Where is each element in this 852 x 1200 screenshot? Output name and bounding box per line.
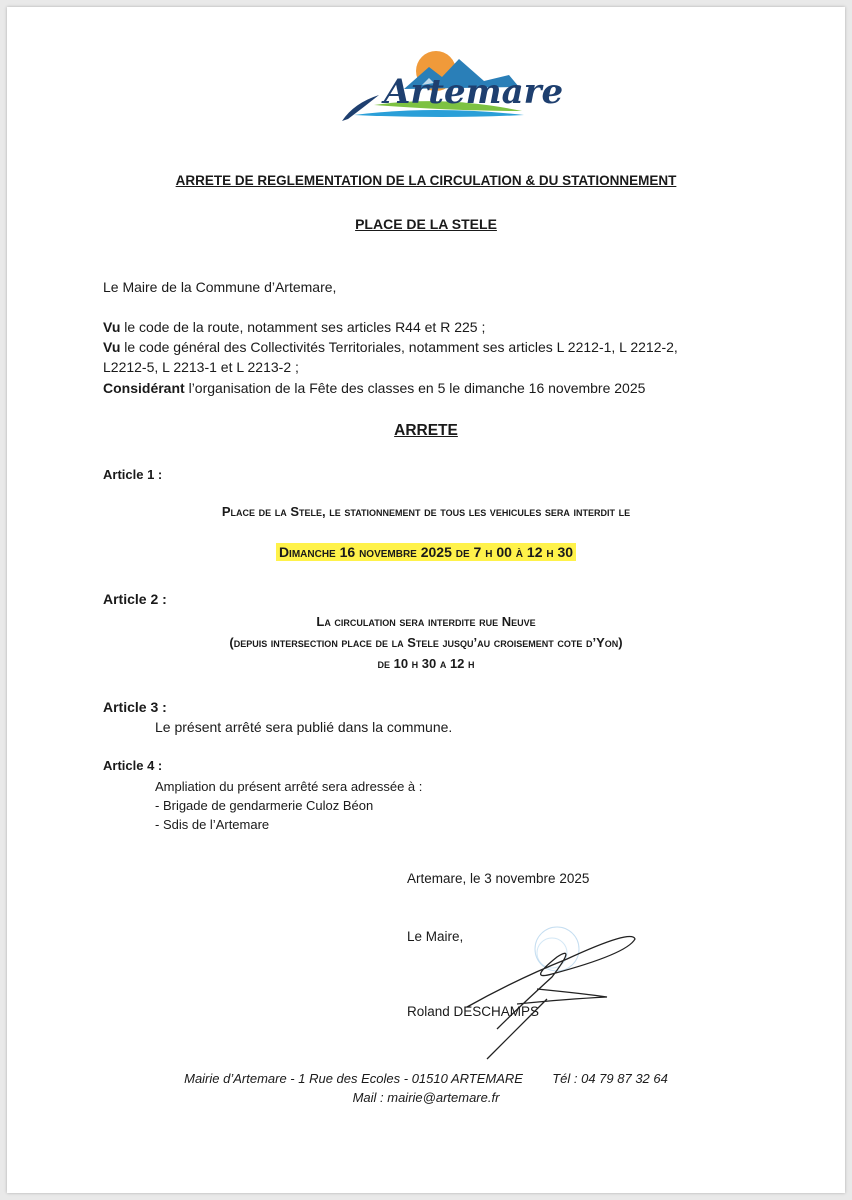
footer-mail: Mail : mairie@artemare.fr	[352, 1090, 500, 1105]
vu-code-collectivites-line2: L2212-5, L 2213-1 et L 2213-2 ;	[103, 359, 299, 375]
footer-address: Mairie d’Artemare - 1 Rue des Ecoles - 01510 ARTEMARE	[184, 1071, 523, 1086]
vu-code-collectivites: Vu le code général des Collectivités Territoriales, notamment ses articles L 2212-1, L 2212-2,	[103, 339, 678, 355]
article-2-line3: de 10 h 30 a 12 h	[377, 656, 475, 671]
article-3-label: Article 3 :	[103, 699, 167, 715]
article-2-line2: (depuis intersection place de la Stele jusqu’au croisement cote d’Yon)	[229, 635, 623, 650]
article-2-line1: La circulation sera interdite rue Neuve	[316, 614, 536, 629]
footer-address-line	[7, 1071, 845, 1086]
article-4-item1: - Brigade de gendarmerie Culoz Béon	[155, 798, 374, 813]
arrete-heading: ARRETE	[394, 422, 458, 439]
signature-role: Le Maire,	[407, 929, 464, 944]
article-1-highlight	[7, 544, 845, 560]
article-4-line1: Ampliation du présent arrêté sera adressée à :	[155, 779, 423, 794]
mayor-name: Roland DESCHAMPS	[407, 1004, 540, 1019]
article-2-label: Article 2 :	[103, 591, 167, 607]
place-date: Artemare, le 3 novembre 2025	[407, 871, 590, 886]
artemare-logo	[334, 45, 564, 131]
document-page	[7, 7, 845, 1193]
footer-phone: Tél : 04 79 87 32 64	[552, 1071, 668, 1086]
document-title: ARRETE DE REGLEMENTATION DE LA CIRCULATION & DU STATIONNEMENT	[175, 173, 677, 188]
article-1-text: Place de la Stele, le stationnement de tous les vehicules sera interdit le	[221, 504, 631, 519]
article-4-item2: - Sdis de l’Artemare	[155, 817, 270, 832]
vu-code-route: Vu le code de la route, notamment ses articles R44 et R 225 ;	[103, 319, 486, 335]
article-3-text: Le présent arrêté sera publié dans la commune.	[155, 719, 453, 735]
preamble-intro: Le Maire de la Commune d’Artemare,	[103, 279, 337, 295]
article-1-label: Article 1 :	[103, 467, 163, 482]
highlighted-date: Dimanche 16 novembre 2025 de 7 h 00 à 12 h 30	[276, 543, 576, 561]
document-subtitle: PLACE DE LA STELE	[355, 216, 497, 232]
logo-text: Artemare	[384, 72, 564, 112]
considerant: Considérant l’organisation de la Fête des classes en 5 le dimanche 16 novembre 2025	[103, 380, 646, 396]
article-4-label: Article 4 :	[103, 758, 163, 773]
handwritten-signature	[457, 919, 657, 1069]
